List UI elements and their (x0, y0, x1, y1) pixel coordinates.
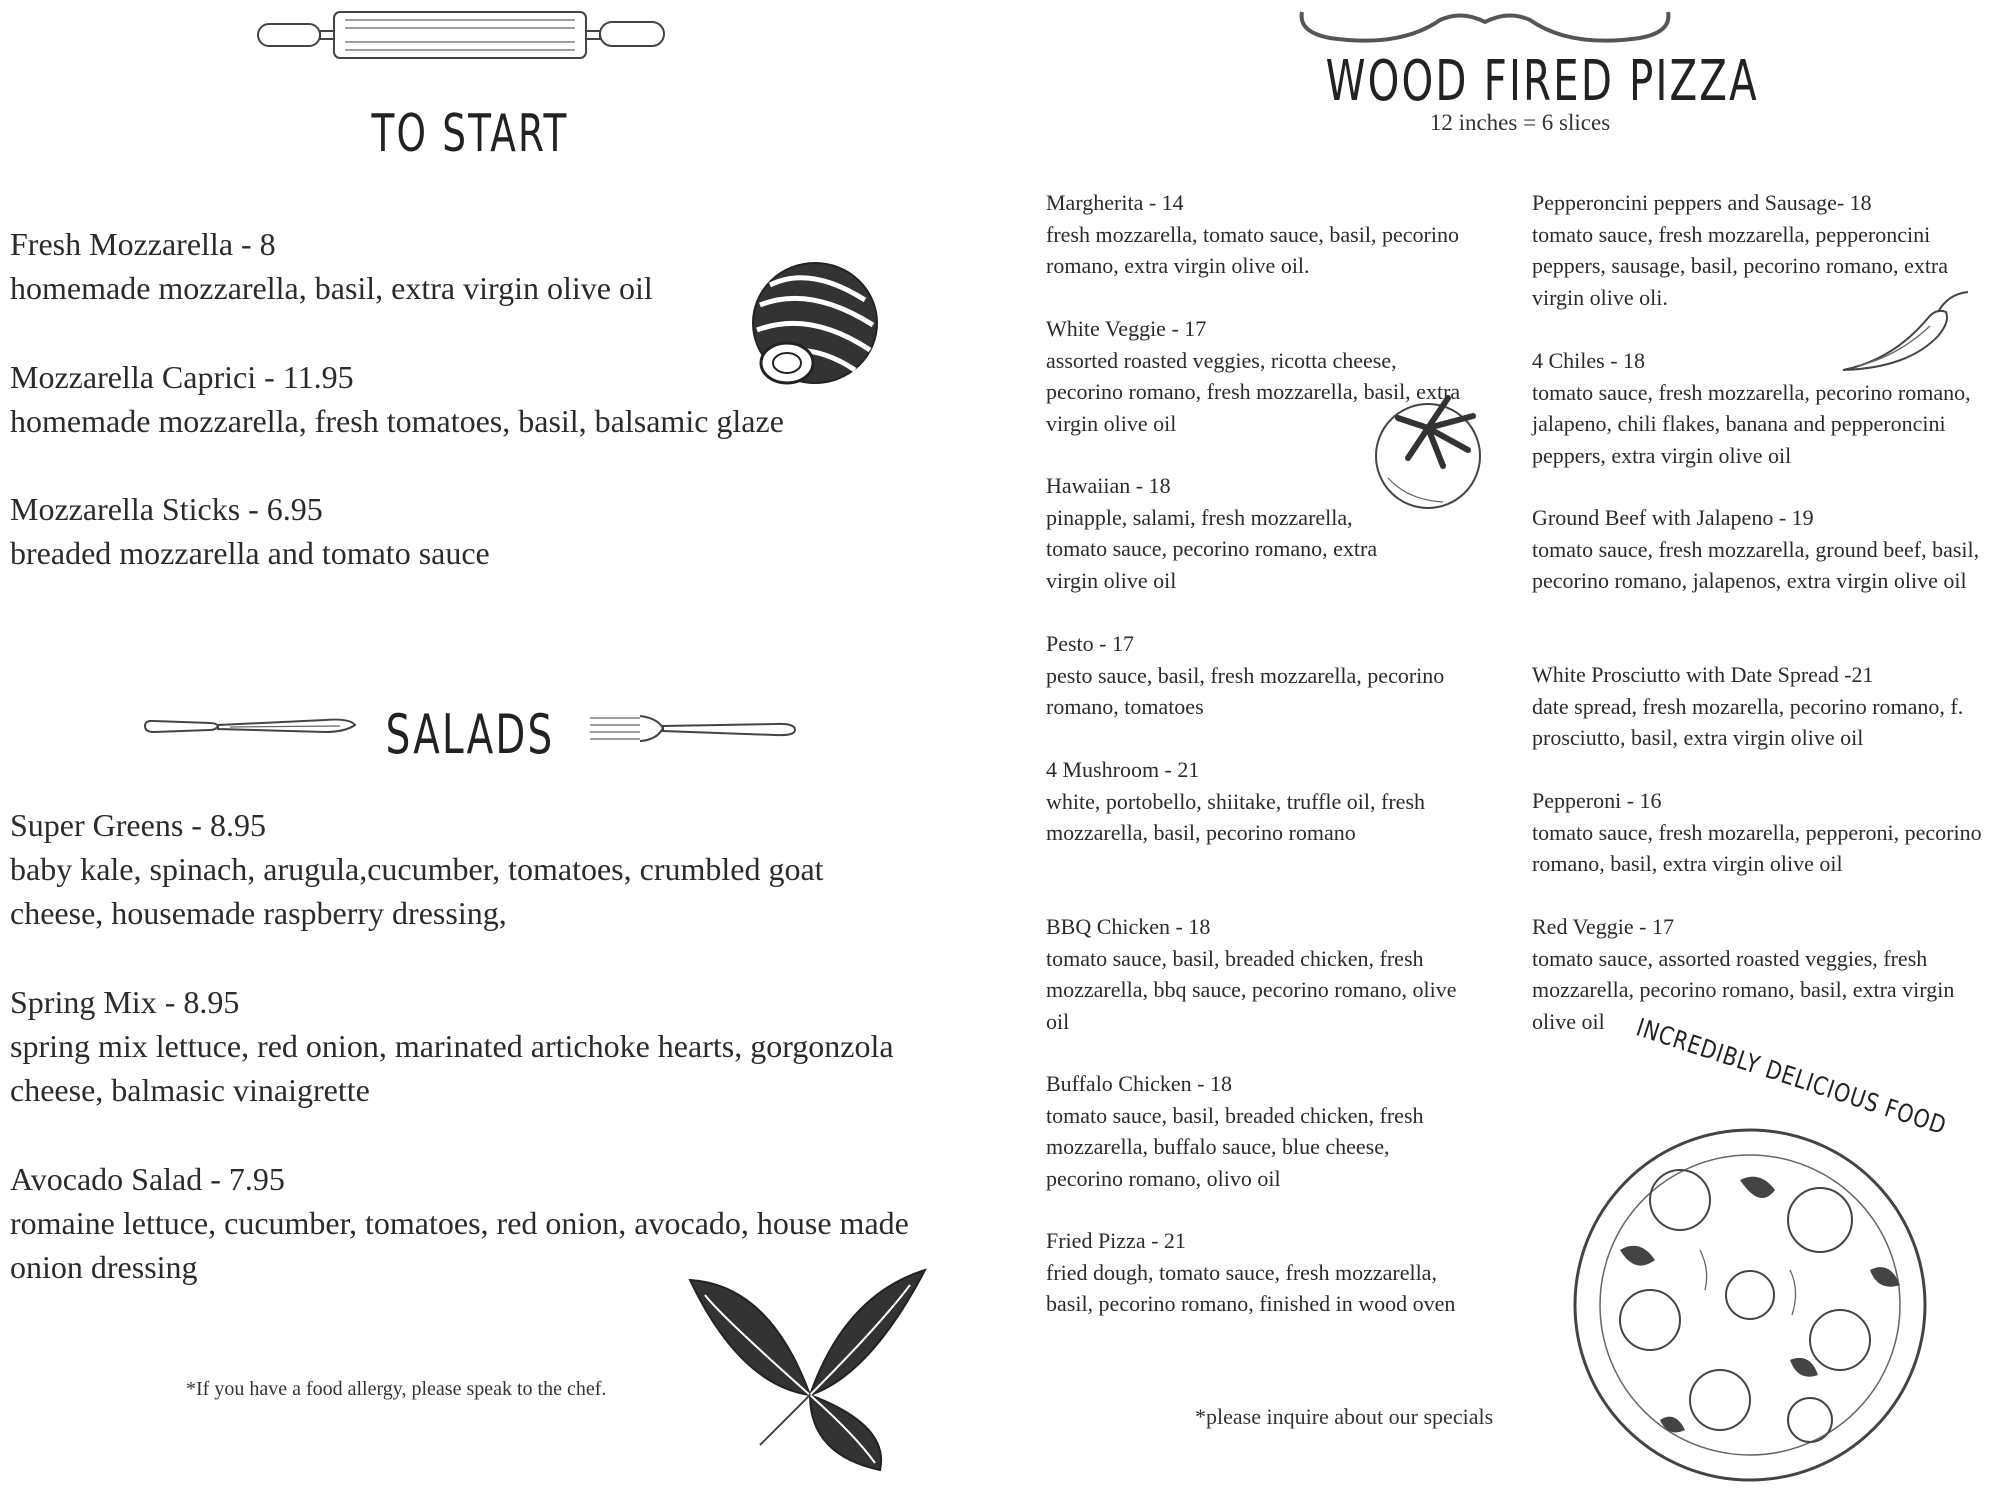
item-description: date spread, fresh mozarella, pecorino romano, f. prosciutto, basil, extra virgin olive oil (1532, 693, 1964, 750)
pizza-item (1046, 187, 1466, 282)
pizza-subtitle: 12 inches = 6 slices (1429, 110, 1611, 135)
item-description: spring mix lettuce, red onion, marinated artichoke hearts, gorgonzola cheese, balmasic vinaigrette (10, 1028, 894, 1108)
fork-icon (585, 712, 800, 748)
mushroom-icon (735, 255, 885, 400)
pizza-item (1046, 470, 1416, 596)
specials-note: *please inquire about our specials (1195, 1404, 1494, 1429)
pizza-item (1532, 502, 2000, 597)
item-description: white, portobello, shiitake, truffle oil, fresh mozzarella, basil, pecorino romano (1046, 788, 1426, 845)
menu-item (10, 487, 910, 575)
pizza-item (1532, 785, 2000, 880)
item-description: breaded mozzarella and tomato sauce (10, 535, 490, 571)
item-name: Pesto - 17 (1046, 631, 1134, 656)
item-name: Buffalo Chicken - 18 (1046, 1071, 1232, 1096)
item-name: Mozzarella Caprici - 11.95 (10, 359, 354, 395)
item-name: Ground Beef with Jalapeno - 19 (1532, 505, 1814, 530)
item-name: Avocado Salad - 7.95 (10, 1161, 285, 1197)
pizza-item (1532, 659, 2000, 754)
item-description: assorted roasted veggies, ricotta cheese, pecorino romano, fresh mozzarella, basil, extra virgin olive oil (1046, 347, 1461, 436)
item-description: tomato sauce, fresh mozarella, pepperoni, pecorino romano, basil, extra virgin olive oil (1532, 819, 1982, 876)
tomato-icon (1368, 388, 1498, 513)
item-description: tomato sauce, assorted roasted veggies, fresh mozzarella, pecorino romano, basil, extra virgin olive oil (1532, 945, 1955, 1034)
item-name: Pepperoncini peppers and Sausage- 18 (1532, 190, 1872, 215)
knife-icon (140, 712, 360, 742)
item-description: fried dough, tomato sauce, fresh mozzarella, basil, pecorino romano, finished in wood oven (1046, 1259, 1456, 1316)
item-description: tomato sauce, fresh mozzarella, pecorino romano, jalapeno, chili flakes, banana and pepperoncini peppers, extra virgin olive oil (1532, 379, 1971, 468)
item-name: Pepperoni - 16 (1532, 788, 1662, 813)
item-name: White Veggie - 17 (1046, 316, 1207, 341)
item-description: baby kale, spinach, arugula,cucumber, tomatoes, crumbled goat cheese, housemade raspberry dressing, (10, 851, 824, 931)
pizza-item (1532, 911, 2000, 1037)
item-name: BBQ Chicken - 18 (1046, 914, 1211, 939)
pizza-title: WOOD FIRED PIZZA (1325, 49, 1759, 114)
item-name: 4 Mushroom - 21 (1046, 757, 1200, 782)
item-description: tomato sauce, fresh mozzarella, pepperoncini peppers, sausage, basil, pecorino romano, extra virgin olive oli. (1532, 221, 1949, 310)
item-description: tomato sauce, basil, breaded chicken, fresh mozzarella, buffalo sauce, blue cheese, pecorino romano, olivo oil (1046, 1102, 1424, 1191)
item-name: Super Greens - 8.95 (10, 807, 266, 843)
item-name: Fresh Mozzarella - 8 (10, 226, 276, 262)
rolling-pin-icon (250, 6, 670, 66)
item-name: Margherita - 14 (1046, 190, 1184, 215)
item-name: Mozzarella Sticks - 6.95 (10, 491, 323, 527)
item-name: 4 Chiles - 18 (1532, 348, 1646, 373)
item-description: pinapple, salami, fresh mozzarella, tomato sauce, pecorino romano, extra virgin olive oil (1046, 504, 1378, 593)
item-description: pesto sauce, basil, fresh mozzarella, pecorino romano, tomatoes (1046, 662, 1445, 719)
item-description: fresh mozzarella, tomato sauce, basil, pecorino romano, extra virgin olive oil. (1046, 221, 1459, 278)
chili-pepper-icon (1838, 288, 1973, 378)
badge-text: INCREDIBLY DELICIOUS FOOD (1632, 1012, 1951, 1141)
item-description: tomato sauce, basil, breaded chicken, fresh mozzarella, bbq sauce, pecorino romano, olive oil (1046, 945, 1457, 1034)
pizza-item (1046, 754, 1466, 849)
item-description: tomato sauce, fresh mozzarella, ground beef, basil, pecorino romano, jalapenos, extra virgin olive oil (1532, 536, 1980, 593)
menu-item (10, 980, 910, 1112)
menu-item (10, 803, 910, 935)
salads-title: SALADS (385, 703, 555, 766)
item-description: romaine lettuce, cucumber, tomatoes, red onion, avocado, house made onion dressing (10, 1205, 909, 1285)
pizza-item (1046, 1225, 1466, 1320)
pizza-icon (1560, 1120, 1940, 1490)
scroll-flourish-icon (1290, 8, 1680, 50)
pizza-item (1046, 911, 1466, 1037)
pizza-item (1046, 1068, 1466, 1194)
allergy-note: *If you have a food allergy, please speak to the chef. (186, 1378, 607, 1400)
basil-leaves-icon (680, 1265, 930, 1475)
pizza-item (1046, 628, 1466, 723)
item-description: homemade mozzarella, basil, extra virgin olive oil (10, 270, 653, 306)
item-name: Spring Mix - 8.95 (10, 984, 240, 1020)
item-name: Red Veggie - 17 (1532, 914, 1674, 939)
item-name: White Prosciutto with Date Spread -21 (1532, 662, 1874, 687)
item-name: Fried Pizza - 21 (1046, 1228, 1186, 1253)
to-start-title: TO START (371, 104, 569, 164)
item-description: homemade mozzarella, fresh tomatoes, basil, balsamic glaze (10, 403, 784, 439)
item-name: Hawaiian - 18 (1046, 473, 1171, 498)
